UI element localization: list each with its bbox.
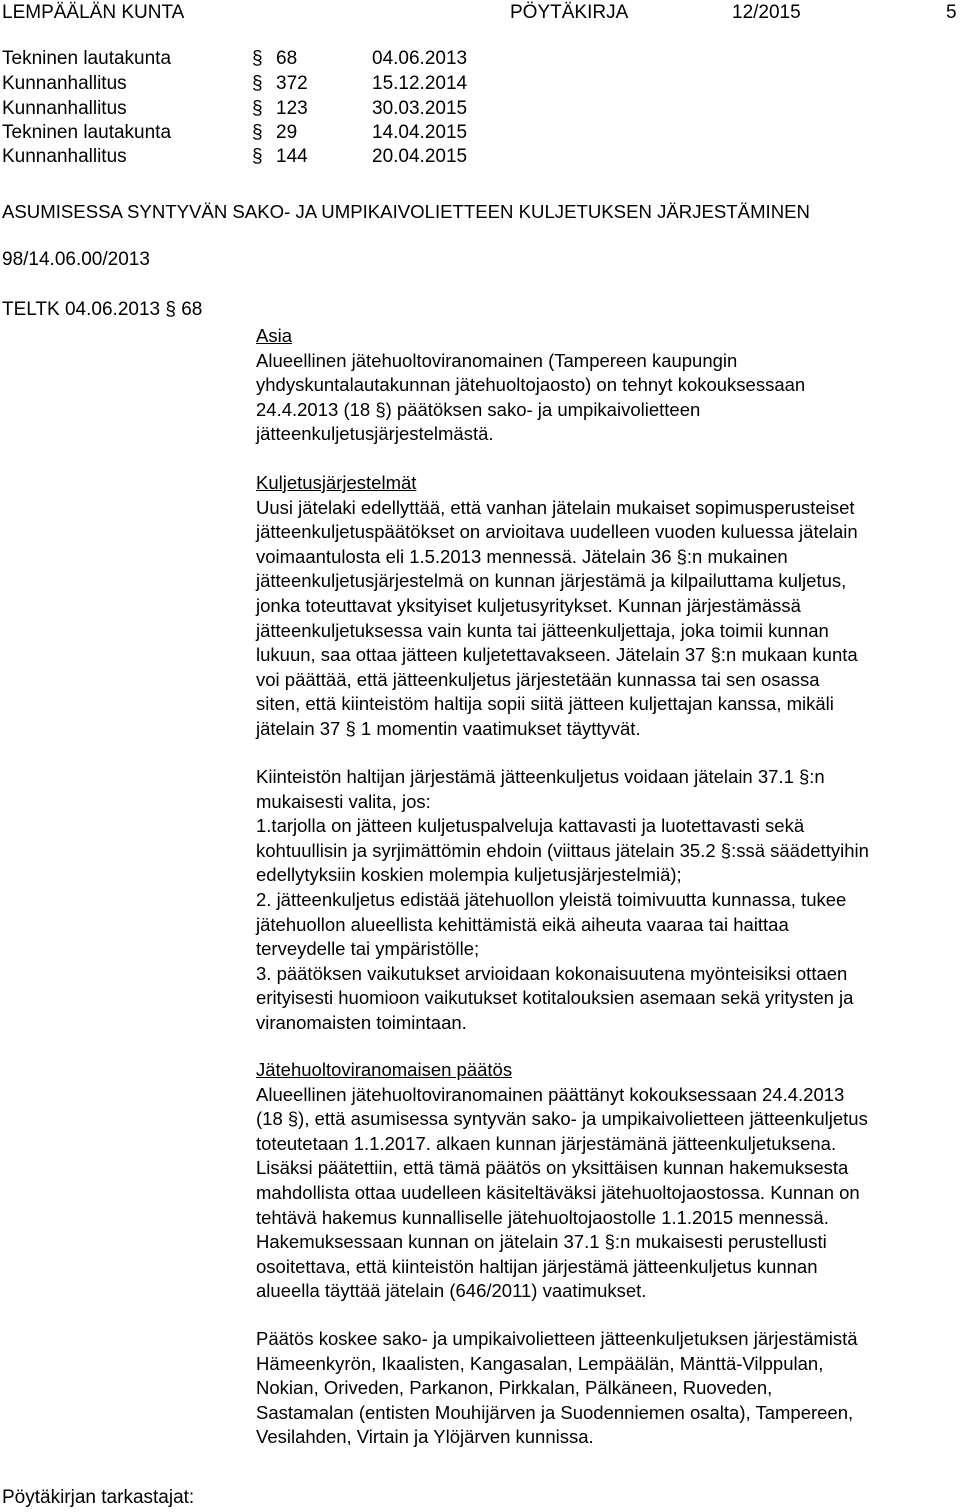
paragraph-line: viranomaisten toimintaan.	[256, 1011, 467, 1033]
section-asia	[256, 324, 960, 447]
paragraph-line: Kiinteistön haltijan järjestämä jätteenkuljetus voidaan jätelain 37.1 §:n	[256, 766, 825, 787]
ref-body: Kunnanhallitus	[2, 73, 127, 94]
paragraph-line: jätteenkuljetusjärjestelmä on kunnan järjestämä ja kilpailuttama kuljetus,	[256, 570, 847, 592]
paragraph-line: jätteenkuljetuspäätökset on arvioitava uudelleen vuoden kuluessa jätelain	[256, 521, 858, 543]
paragraph-line: tehtävä hakemus kunnalliselle jätehuoltojaostolle 1.1.2015 mennessä.	[256, 1206, 829, 1228]
paragraph-line: jätteenkuljetusjärjestelmästä.	[256, 423, 494, 445]
doc-number: 12/2015	[732, 2, 801, 23]
paragraph-line: siten, että kiinteistöm haltija sopii siitä jätteen kuljettajan kanssa, mikäli	[256, 693, 834, 715]
section-kuljetus	[256, 471, 960, 742]
reference-row	[2, 122, 960, 146]
doc-type: PÖYTÄKIRJA	[510, 2, 629, 23]
ref-body: Tekninen lautakunta	[2, 48, 172, 69]
reference-row	[2, 73, 960, 97]
paragraph-line: Alueellinen jätehuoltoviranomainen (Tampereen kaupungin	[256, 349, 738, 371]
ref-number: 372	[276, 73, 308, 94]
paragraph-line: voi päättää, että jätteenkuljetus järjestetään kunnassa tai sen osassa	[256, 668, 820, 690]
paragraph-line: Sastamalan (entisten Mouhijärven ja Suodenniemen osalta), Tampereen,	[256, 1401, 854, 1423]
section-heading: Kuljetusjärjestelmät	[256, 472, 417, 493]
paragraph-line: Alueellinen jätehuoltoviranomainen päättänyt kokouksessaan 24.4.2013	[256, 1083, 845, 1105]
ref-body: Kunnanhallitus	[2, 98, 127, 119]
reference-row	[2, 146, 960, 170]
ref-number: 68	[276, 48, 298, 69]
org-name: LEMPÄÄLÄN KUNTA	[2, 2, 185, 23]
diary-number: 98/14.06.00/2013	[2, 249, 150, 270]
reference-row	[2, 98, 960, 122]
paragraph-line: kohtuullisin ja syrjimättömin ehdoin (viittaus jätelain 35.2 §:ssä säädettyihin	[256, 839, 869, 861]
paragraph-line: terveydelle tai ympäristölle;	[256, 938, 480, 960]
paragraph-line: alueella täyttää jätelain (646/2011) vaatimukset.	[256, 1280, 647, 1302]
paragraph-line: edellytyksiin koskien molempia kuljetusjärjestelmiä);	[256, 864, 682, 886]
ref-date: 15.12.2014	[372, 73, 468, 94]
reviewers-label: Pöytäkirjan tarkastajat:	[2, 1487, 195, 1508]
paragraph-line: Nokian, Oriveden, Parkanon, Pirkkalan, Pälkäneen, Ruoveden,	[256, 1377, 773, 1399]
paragraph-line: 3. päätöksen vaikutukset arvioidaan kokonaisuutena myönteisiksi ottaen	[256, 962, 848, 984]
meeting-ref: TELTK 04.06.2013 § 68	[2, 299, 203, 320]
ref-date: 14.04.2015	[372, 122, 468, 143]
section-paatos	[256, 1058, 960, 1304]
ref-number: 29	[276, 122, 298, 143]
paragraph-line: jonka toteuttavat yksityiset kuljetusyritykset. Kunnan järjestämässä	[256, 594, 801, 616]
section-sign: §	[252, 73, 263, 94]
ref-date: 20.04.2015	[372, 146, 468, 167]
document-title: ASUMISESSA SYNTYVÄN SAKO- JA UMPIKAIVOLIETTEEN KULJETUKSEN JÄRJESTÄMINEN	[2, 201, 810, 222]
paragraph-line: erityisesti huomioon vaikutukset kotitalouksien asemaan sekä yritysten ja	[256, 987, 854, 1009]
paragraph-line: Lisäksi päätettiin, että tämä päätös on yksittäisen kunnan hakemuksesta	[256, 1157, 849, 1179]
paragraph-line: Uusi jätelaki edellyttää, että vanhan jätelain mukaiset sopimusperusteiset	[256, 496, 855, 518]
ref-number: 144	[276, 146, 308, 167]
paragraph-line: lukuun, saa ottaa jätteen kuljetettavakseen. Jätelain 37 §:n mukaan kunta	[256, 644, 858, 666]
paragraph-line: Hakemuksessaan kunnan on jätelain 37.1 §:n mukaisesti perustellusti	[256, 1231, 827, 1253]
paragraph-line: Päätös koskee sako- ja umpikaivolietteen jätteenkuljetuksen järjestämistä	[256, 1328, 858, 1349]
reference-row	[2, 48, 960, 72]
section-sign: §	[252, 48, 263, 69]
page-number: 5	[946, 2, 957, 23]
section-koskee	[256, 1327, 960, 1450]
ref-body: Tekninen lautakunta	[2, 122, 172, 143]
paragraph-line: (18 §), että asumisessa syntyvän sako- ja umpikaivolietteen jätteenkuljetus	[256, 1108, 868, 1130]
paragraph-line: Hämeenkyrön, Ikaalisten, Kangasalan, Lempäälän, Mänttä-Vilppulan,	[256, 1352, 824, 1374]
paragraph-line: toteutetaan 1.1.2017. alkaen kunnan järjestämänä jätteenkuljetuksena.	[256, 1132, 837, 1154]
section-kiinteisto	[256, 765, 960, 1036]
paragraph-line: 1.tarjolla on jätteen kuljetuspalveluja kattavasti ja luotettavasti sekä	[256, 815, 805, 837]
paragraph-line: yhdyskuntalautakunnan jätehuoltojaosto) on tehnyt kokouksessaan	[256, 374, 806, 396]
paragraph-line: jätteenkuljetuksessa vain kunta tai jätteenkuljettaja, joka toimii kunnan	[256, 619, 829, 641]
section-heading: Asia	[256, 325, 292, 346]
paragraph-line: mahdollista ottaa uudelleen käsiteltäväksi jätehuoltojaostossa. Kunnan on	[256, 1181, 860, 1203]
paragraph-line: voimaantulosta eli 1.5.2013 mennessä. Jätelain 36 §:n mukainen	[256, 545, 788, 567]
section-sign: §	[252, 98, 263, 119]
paragraph-line: 2. jätteenkuljetus edistää jätehuollon yleistä toimivuutta kunnassa, tukee	[256, 888, 847, 910]
paragraph-line: 24.4.2013 (18 §) päätöksen sako- ja umpikaivolietteen	[256, 398, 701, 420]
paragraph-line: mukaisesti valita, jos:	[256, 790, 431, 812]
paragraph-line: Vesilahden, Virtain ja Ylöjärven kunnissa.	[256, 1426, 594, 1448]
paragraph-line: osoitettava, että kiinteistön haltijan järjestämä jätteenkuljetus kunnan	[256, 1255, 818, 1277]
section-heading: Jätehuoltoviranomaisen päätös	[256, 1059, 513, 1080]
ref-date: 04.06.2013	[372, 48, 468, 69]
ref-number: 123	[276, 98, 308, 119]
paragraph-line: jätehuollon alueellista kehittämistä eikä aiheuta vaaraa tai haittaa	[256, 913, 789, 935]
ref-date: 30.03.2015	[372, 98, 468, 119]
ref-body: Kunnanhallitus	[2, 146, 127, 167]
section-sign: §	[252, 146, 263, 167]
paragraph-line: jätelain 37 § 1 momentin vaatimukset täyttyvät.	[256, 717, 641, 739]
document-header	[2, 2, 960, 26]
section-sign: §	[252, 122, 263, 143]
